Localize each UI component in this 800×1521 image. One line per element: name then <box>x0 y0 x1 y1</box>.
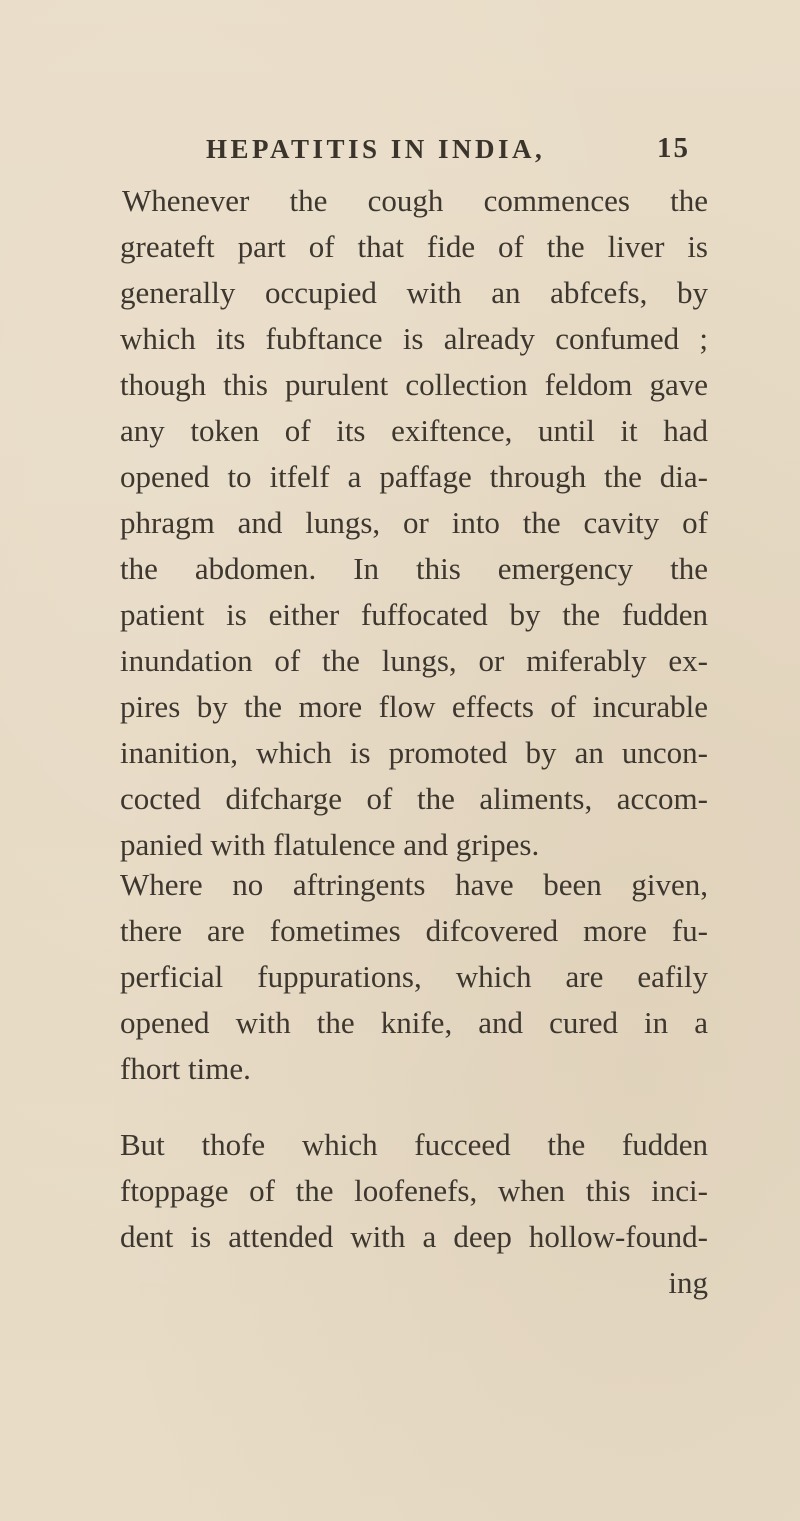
page-number: 15 <box>657 132 690 164</box>
paragraph-2 <box>120 862 708 1092</box>
text-line: inundation of the lungs, or miferably ex- <box>120 643 708 678</box>
text-line: phragm and lungs, or into the cavity of <box>120 505 708 540</box>
text-line: greateft part of that fide of the liver is <box>120 229 708 264</box>
text-line: inanition, which is promoted by an uncon- <box>120 735 708 770</box>
text-line: cocted difcharge of the aliments, accom- <box>120 781 708 816</box>
text-line: there are fometimes difcovered more fu- <box>120 913 708 948</box>
text-line: opened with the knife, and cured in a <box>120 1005 708 1040</box>
paragraph-1 <box>120 178 708 868</box>
text-line: Whenever the cough commences the <box>122 183 708 218</box>
text-line: Where no aftringents have been given, <box>120 867 708 902</box>
text-line: perficial fuppurations, which are eafily <box>120 959 708 994</box>
text-line: which its fubftance is already confumed ; <box>120 321 708 356</box>
text-line: opened to itfelf a paffage through the dia- <box>120 459 708 494</box>
text-line: fhort time. <box>120 1051 251 1086</box>
catchword: ing <box>668 1265 708 1300</box>
text-line: But thofe which fucceed the fudden <box>120 1127 708 1162</box>
text-line: dent is attended with a deep hollow-found- <box>120 1219 708 1254</box>
text-line: ftoppage of the loofenefs, when this inci- <box>120 1173 708 1208</box>
text-line: pires by the more flow effects of incurable <box>120 689 708 724</box>
text-line: any token of its exiftence, until it had <box>120 413 708 448</box>
text-line: the abdomen. In this emergency the <box>120 551 708 586</box>
text-line: patient is either fuffocated by the fudden <box>120 597 708 632</box>
text-line: panied with flatulence and gripes. <box>120 827 540 862</box>
running-head: HEPATITIS IN INDIA, <box>206 134 546 164</box>
paragraph-3 <box>120 1122 708 1306</box>
text-line: generally occupied with an abfcefs, by <box>120 275 708 310</box>
text-line: though this purulent collection feldom gave <box>120 367 708 402</box>
